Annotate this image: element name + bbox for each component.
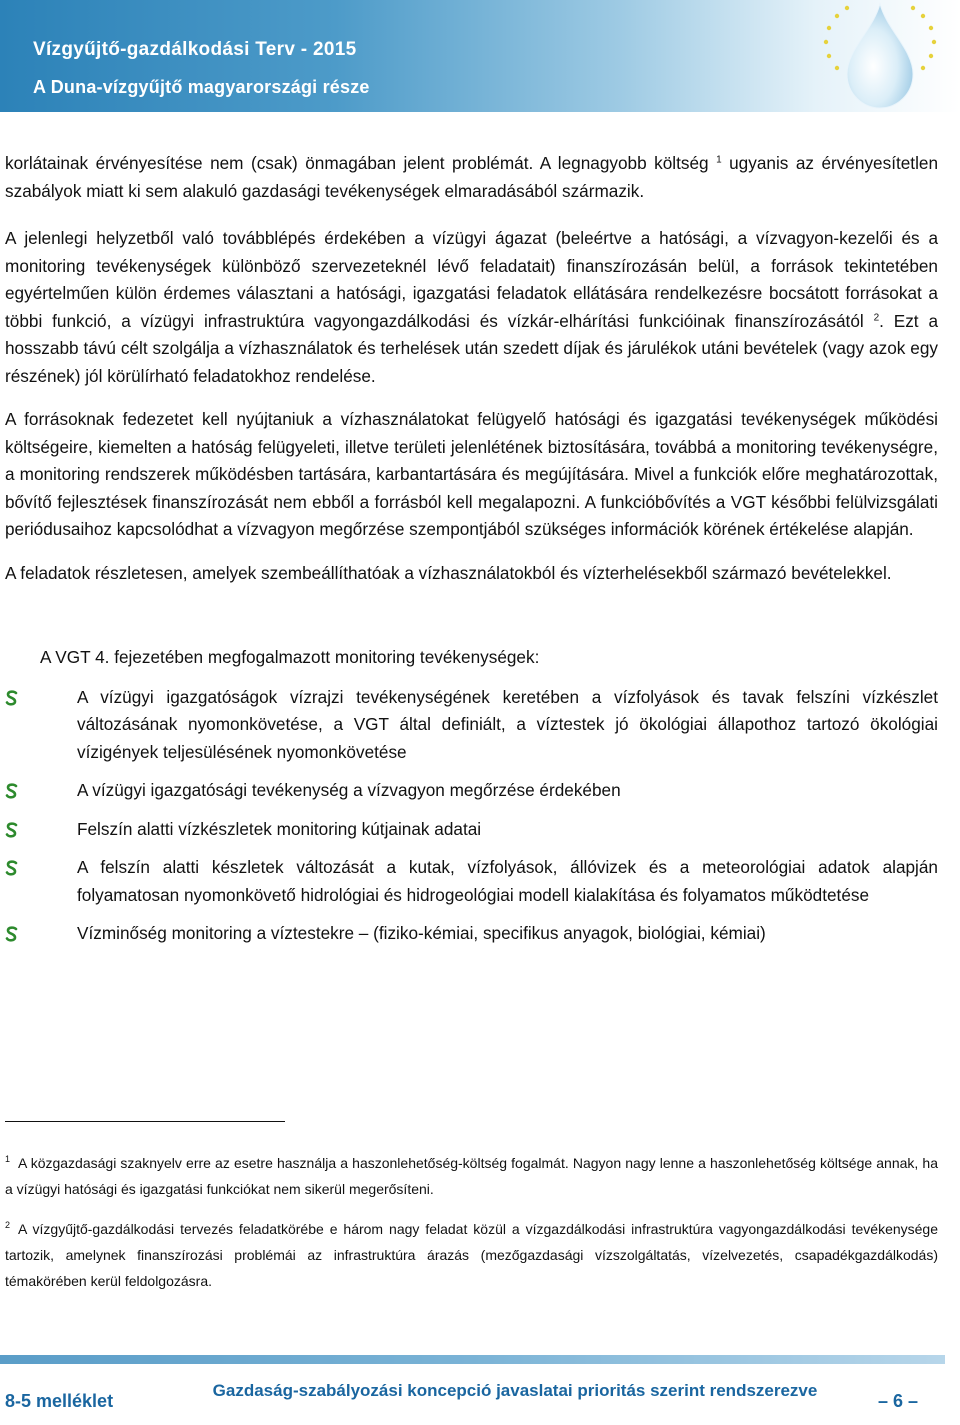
bullet-icon xyxy=(5,926,18,942)
footnote-2: $^2$ A vízgyűjtő-gazdálkodási tervezés feladatkörébe e három nagy feladat közül a vízgazdálkodási infrastruktúra vagyongazdálkodási tevékenysége tartozik, amelynek finanszírozási problémái az infrastruktúra árazás (mezőgazdasági vízszolgáltatás, vízelvezetés, csapadékgazdálkodás) témakörében kerül feldolgozásra. xyxy=(5,1220,938,1289)
main-content xyxy=(5,150,938,959)
footnote-ref-1: 1 xyxy=(716,154,722,166)
document-title: Vízgyűjtő-gazdálkodási Terv - 2015 xyxy=(33,39,357,60)
bullet-icon xyxy=(5,783,18,799)
paragraph-3: A forrásoknak fedezetet kell nyújtaniuk a vízhasználatokat felügyelő hatósági és igazgatási tevékenységek működési költségeire, kiemelten a hatóság felügyeleti, illetve területi jelenlétének biztosítására, továbbá a monitoring tevékenységre, a monitoring rendszerek működésben tartására, karbantartására és megújítására. Mivel a funkciók előre meghatározottak, bővítő fejlesztések finanszírozását nem ebből a forrásból kell megalapozni. A funkcióbővítés a VGT későbbi felülvizsgálati periódusaihoz kapcsolódhat a vízvagyon megőrzése szempontjából szükséges információk körének értékelése alapján. xyxy=(5,409,938,539)
bullet-icon xyxy=(5,822,18,838)
paragraph-2: A jelenlegi helyzetből való továbblépés érdekében a vízügyi ágazat (beleértve a hatósági, a vízvagyon-kezelői és a monitoring tevékenységek különböző szervezeteknél lévő feladatait) finanszírozásán belül, a források tekintetében egyértelműen külön érdemes választani a hatósági, igazgatási feladatok ellátására rendelkezésre bocsátott forrásokat a többi funkció, a vízügyi infrastruktúra vagyongazdálkodási és vízkár-elhárítási funkcióinak finanszírozásától $^2$. Ezt a hosszabb távú célt szolgálja a vízhasználatok és terhelések után szedett díjak és járulékok utáni bevételek (vagy azok egy részének) jól körülírható feladatokhoz rendelése. xyxy=(5,228,938,386)
bullet-icon xyxy=(5,690,18,706)
paragraph-4: A feladatok részletesen, amelyek szembeállíthatóak a vízhasználatokból és vízterhelésekből származó bevételekkel. xyxy=(5,562,892,583)
list-item: Felszín alatti vízkészletek monitoring kútjainak adatai xyxy=(5,816,938,844)
monitoring-intro: A VGT 4. fejezetében megfogalmazott monitoring tevékenységek: xyxy=(40,647,540,667)
footnote-number: 2 xyxy=(5,1220,11,1231)
paragraph-1: korlátainak érvényesítése nem (csak) önmagában jelent problémát. A legnagyobb költség $^1$ ugyanis az érvényesítetlen szabályok miatt ki sem alakuló gazdasági tevékenységek elmaradásából származik. xyxy=(5,153,939,201)
footnotes xyxy=(5,1150,938,1308)
list-item: A vízügyi igazgatóságok vízrajzi tevékenységének keretében a vízfolyások és tavak felszíni vízkészlet változásának nyomonkövetése, a VGT által definiált, a víztestek jó ökológiai állapothoz tartozó ökológiai vízigények teljesülésének nyomonkövetése xyxy=(5,684,938,767)
footnote-number: 1 xyxy=(5,1154,11,1165)
document-subtitle: A Duna-vízgyűjtő magyarországi része xyxy=(33,77,370,97)
appendix-label: 8-5 melléklet xyxy=(5,1391,114,1411)
list-item: Vízminőség monitoring a víztestekre – (fiziko-kémiai, specifikus anyagok, biológiai, kémiai) xyxy=(5,920,938,948)
water-drop-eu-logo xyxy=(805,0,960,112)
footer-bar xyxy=(0,1355,945,1364)
footnote-separator xyxy=(5,1121,285,1122)
monitoring-list xyxy=(5,684,938,948)
page-number: – 6 – xyxy=(878,1391,919,1411)
list-item: A felszín alatti készletek változását a kutak, vízfolyások, állóvizek és a meteorológiai adatok alapján folyamatosan nyomonkövető hidrológiai és hidrogeológiai modell kialakítása és folyamatos működtetése xyxy=(5,854,938,909)
bullet-icon xyxy=(5,860,18,876)
footer-title: Gazdaság-szabályozási koncepció javaslatai prioritás szerint rendszerezve xyxy=(212,1381,818,1400)
page-header xyxy=(0,0,960,112)
list-item: A vízügyi igazgatósági tevékenység a vízvagyon megőrzése érdekében xyxy=(5,777,938,805)
footnote-ref-2: 2 xyxy=(873,311,880,323)
footnote-1: $^1$ A közgazdasági szaknyelv erre az esetre használja a haszonlehetőség-költség fogalmát. Nagyon nagy lenne a haszonlehetőség költsége annak, ha a vízügyi hatósági és igazgatási funkciókat nem sikerül megerősíteni. xyxy=(5,1154,938,1197)
